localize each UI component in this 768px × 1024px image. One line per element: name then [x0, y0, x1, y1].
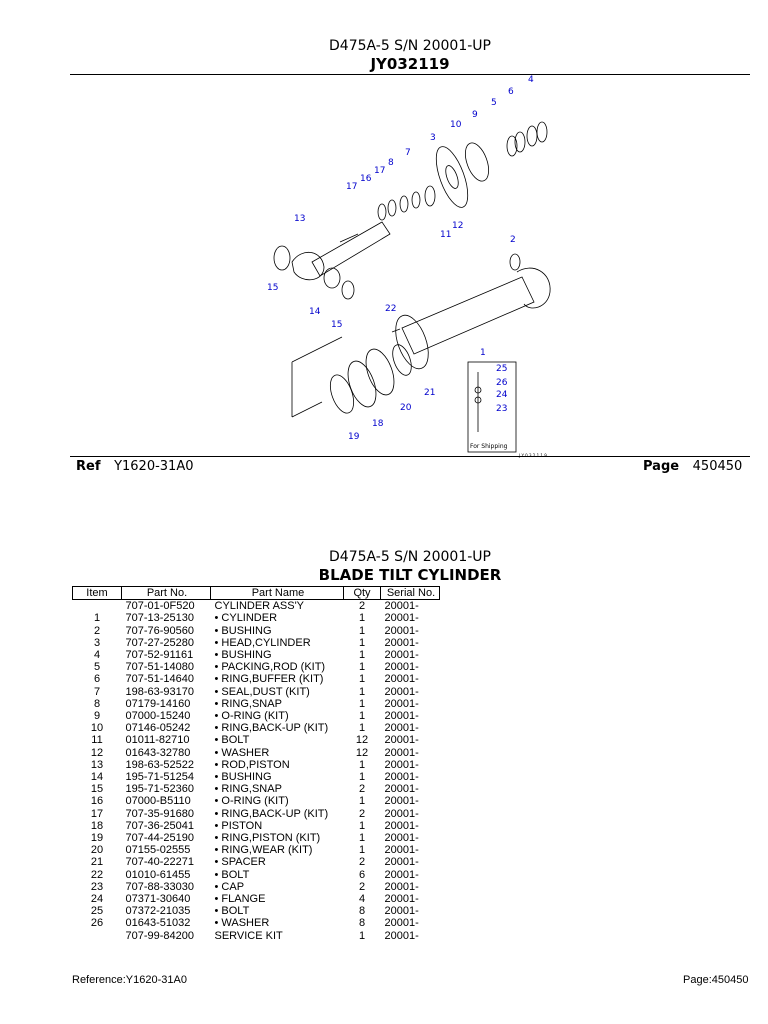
part-no-cell: 707-88-33030 [125, 880, 195, 893]
callout-14: 14 [309, 307, 321, 317]
part-no-cell: 707-51-14080 [125, 661, 195, 674]
qty-cell: 1 [358, 929, 366, 942]
part-name-cell: • RING,BUFFER (KIT) [214, 673, 324, 686]
item-cell: 1 [93, 612, 101, 625]
model-header-bottom: D475A-5 S/N 20001-UP [329, 549, 491, 565]
serial-cell: 20001- [384, 661, 419, 674]
qty-cell: 1 [358, 832, 366, 845]
part-no-cell: 707-76-90560 [125, 624, 195, 637]
callout-26: 26 [496, 378, 508, 388]
serial-cell: 20001- [384, 917, 419, 930]
item-cell: 7 [93, 685, 101, 698]
callout-9: 9 [472, 110, 478, 120]
serial-cell: 20001- [384, 685, 419, 698]
part-no-cell: 707-40-22271 [125, 856, 195, 869]
serial-cell: 20001- [384, 697, 419, 710]
callout-16: 16 [360, 174, 372, 184]
qty-cell: 1 [358, 649, 366, 662]
qty-cell: 2 [358, 880, 366, 893]
item-cell: 3 [93, 636, 101, 649]
qty-cell: 1 [358, 624, 366, 637]
callout-21: 21 [424, 388, 436, 398]
part-no-cell: 707-01-0F520 [125, 600, 195, 613]
callout-17-lower: 17 [346, 182, 358, 192]
part-no-cell: 07000-B5110 [125, 795, 191, 808]
callout-19: 19 [348, 432, 360, 442]
cylinder-head [430, 143, 474, 211]
serial-cell: 20001- [384, 636, 419, 649]
part-name-cell: • SPACER [214, 856, 266, 869]
part-no-cell: 01010-61455 [125, 868, 191, 881]
callout-23: 23 [496, 404, 508, 414]
qty-cell: 8 [358, 905, 366, 918]
part-no-cell: 707-35-91680 [125, 807, 195, 820]
part-no-cell: 07146-05242 [125, 722, 191, 735]
table-row [73, 637, 440, 649]
drawing-number: JY032119 [370, 55, 450, 73]
part-no-cell: 01643-51032 [125, 917, 191, 930]
serial-cell: 20001- [384, 758, 419, 771]
part-no-cell: 07371-30640 [125, 893, 191, 906]
part-name-cell: • ROD,PISTON [214, 758, 290, 771]
inset-shipping-detail [468, 362, 516, 452]
part-no-cell: 01643-32780 [125, 746, 191, 759]
serial-cell: 20001- [384, 929, 419, 942]
qty-cell: 1 [358, 685, 366, 698]
header-item: Item [73, 587, 122, 600]
callout-8: 8 [388, 158, 394, 168]
qty-cell: 1 [358, 661, 366, 674]
item-cell: 4 [93, 649, 101, 662]
part-no-cell: 707-99-84200 [125, 929, 195, 942]
qty-cell: 1 [358, 722, 366, 735]
qty-cell: 2 [358, 807, 366, 820]
table-row [73, 844, 440, 856]
item-cell: 5 [93, 661, 101, 674]
item-cell: 22 [90, 868, 104, 881]
item-cell: 17 [90, 807, 104, 820]
part-name-cell: • O-RING (KIT) [214, 795, 289, 808]
table-row [73, 808, 440, 820]
table-row [73, 600, 440, 613]
part-name-cell: • BUSHING [214, 771, 272, 784]
item-cell [73, 600, 122, 613]
callout-25: 25 [496, 364, 508, 374]
table-row [73, 759, 440, 771]
page-value: 450450 [692, 459, 743, 474]
cylinder-body [389, 254, 550, 373]
callout-13: 13 [294, 214, 306, 224]
table-header-row [73, 587, 440, 600]
qty-cell: 1 [358, 697, 366, 710]
break-line [292, 337, 342, 417]
parts-table-body [73, 600, 440, 942]
model-header-top: D475A-5 S/N 20001-UP [329, 38, 491, 54]
item-cell: 15 [90, 783, 104, 796]
qty-cell: 1 [358, 673, 366, 686]
part-name-cell: • CYLINDER [214, 612, 278, 625]
callout-5: 5 [491, 98, 497, 108]
part-no-cell: 01011-82710 [125, 734, 190, 747]
qty-cell: 1 [358, 612, 366, 625]
part-no-cell: 707-27-25280 [125, 636, 195, 649]
page-line [643, 459, 742, 474]
callout-18: 18 [372, 419, 384, 429]
part-name-cell: • CAP [214, 880, 245, 893]
table-row [73, 783, 440, 795]
header-part-name: Part Name [211, 587, 344, 600]
part-no-cell: 707-44-25190 [125, 832, 195, 845]
qty-cell: 6 [358, 868, 366, 881]
part-name-cell: • RING,BACK-UP (KIT) [214, 807, 329, 820]
table-row [73, 832, 440, 844]
serial-cell: 20001- [384, 819, 419, 832]
part-no-cell: 195-71-52360 [125, 783, 195, 796]
table-row [73, 734, 440, 746]
item-cell: 10 [90, 722, 104, 735]
part-no-cell: 195-71-51254 [125, 771, 195, 784]
callout-11: 11 [440, 230, 452, 240]
qty-cell: 2 [358, 856, 366, 869]
qty-cell: 1 [358, 844, 366, 857]
serial-cell: 20001- [384, 746, 419, 759]
header-serial-no: Serial No. [381, 587, 440, 600]
serial-cell: 20001- [384, 649, 419, 662]
part-name-cell: • BUSHING [214, 649, 272, 662]
part-no-cell: 07000-15240 [125, 710, 191, 723]
ref-line [76, 459, 193, 474]
callout-17-upper: 17 [374, 166, 386, 176]
qty-cell: 12 [355, 746, 369, 759]
qty-cell: 1 [358, 710, 366, 723]
callout-20: 20 [400, 403, 412, 413]
serial-cell: 20001- [384, 868, 419, 881]
serial-cell: 20001- [384, 771, 419, 784]
part-no-cell: 707-13-25130 [125, 612, 195, 625]
item-cell: 14 [90, 771, 104, 784]
part-name-cell: • WASHER [214, 917, 270, 930]
part-name-cell: • O-RING (KIT) [214, 710, 289, 723]
item-cell: 16 [90, 795, 104, 808]
qty-cell: 1 [358, 758, 366, 771]
item-cell: 18 [90, 819, 104, 832]
part-name-cell: • WASHER [214, 746, 270, 759]
item-cell: 2 [93, 624, 101, 637]
table-row [73, 649, 440, 661]
part-no-cell: 07179-14160 [125, 697, 191, 710]
part-no-cell: 707-36-25041 [125, 819, 195, 832]
part-name-cell: • RING,WEAR (KIT) [214, 844, 313, 857]
part-name-cell: • PACKING,ROD (KIT) [214, 661, 326, 674]
item-cell: 24 [90, 893, 104, 906]
diagram-bottom-divider [70, 456, 750, 457]
part-name-cell: • SEAL,DUST (KIT) [214, 685, 310, 698]
piston-rod [292, 222, 390, 280]
callout-24: 24 [496, 390, 508, 400]
part-name-cell: • BUSHING [214, 624, 272, 637]
part-name-cell: • PISTON [214, 819, 263, 832]
header-part-no: Part No. [122, 587, 211, 600]
callout-6: 6 [508, 87, 514, 97]
serial-cell: 20001- [384, 710, 419, 723]
part-name-cell: • BOLT [214, 734, 250, 747]
table-row [73, 771, 440, 783]
item-cell: 26 [90, 917, 104, 930]
ref-value: Y1620-31A0 [114, 459, 194, 474]
part-name-cell: • RING,SNAP [214, 697, 282, 710]
item-cell: 8 [93, 697, 101, 710]
serial-cell: 20001- [384, 832, 419, 845]
exploded-parts-diagram [262, 72, 562, 462]
qty-cell: 8 [358, 917, 366, 930]
table-row [73, 747, 440, 759]
part-name-cell: • RING,PISTON (KIT) [214, 832, 321, 845]
header-qty: Qty [344, 587, 381, 600]
item-cell: 11 [91, 734, 103, 747]
table-row [73, 625, 440, 637]
part-name-cell: CYLINDER ASS'Y [214, 600, 305, 613]
part-name-cell: • HEAD,CYLINDER [214, 636, 311, 649]
table-row [73, 698, 440, 710]
table-row [73, 869, 440, 881]
table-row [73, 673, 440, 685]
section-title: BLADE TILT CYLINDER [318, 566, 502, 584]
qty-cell: 12 [355, 734, 369, 747]
serial-cell: 20001- [384, 612, 419, 625]
item-cell: 9 [93, 710, 101, 723]
serial-cell: 20001- [384, 880, 419, 893]
part-name-cell: SERVICE KIT [214, 929, 283, 942]
item-cell: 6 [93, 673, 101, 686]
inset-caption: For Shipping [470, 443, 508, 450]
part-no-cell: 707-51-14640 [125, 673, 195, 686]
callout-1: 1 [480, 348, 486, 358]
qty-cell: 1 [358, 795, 366, 808]
item-cell [73, 930, 122, 942]
table-row [73, 686, 440, 698]
item-cell: 12 [90, 746, 104, 759]
part-no-cell: 198-63-93170 [125, 685, 195, 698]
qty-cell: 4 [358, 893, 366, 906]
item-cell: 20 [90, 844, 104, 857]
inset-code: J Y 0 3 2 1 1 9 [519, 453, 547, 458]
serial-cell: 20001- [384, 844, 419, 857]
part-no-cell: 707-52-91161 [125, 649, 194, 662]
page-label: Page [643, 459, 680, 474]
ref-label: Ref [76, 459, 101, 474]
serial-cell: 20001- [384, 856, 419, 869]
part-name-cell: • RING,SNAP [214, 783, 282, 796]
table-row [73, 710, 440, 722]
serial-cell: 20001- [384, 734, 419, 747]
item-cell: 23 [90, 880, 104, 893]
callout-7: 7 [405, 148, 411, 158]
serial-cell: 20001- [384, 905, 419, 918]
part-name-cell: • RING,BACK-UP (KIT) [214, 722, 329, 735]
parts-table [72, 586, 440, 942]
serial-cell: 20001- [384, 722, 419, 735]
footer-page: Page:450450 [683, 974, 749, 986]
item-cell: 13 [90, 758, 104, 771]
callout-12: 12 [452, 221, 464, 231]
table-row [73, 930, 440, 942]
callout-15-left: 15 [267, 283, 279, 293]
callout-10: 10 [450, 120, 462, 130]
table-row [73, 722, 440, 734]
table-row [73, 881, 440, 893]
serial-cell: 20001- [384, 795, 419, 808]
table-row [73, 612, 440, 624]
bushing-and-snap-rings [274, 246, 354, 299]
callout-2: 2 [510, 235, 516, 245]
qty-cell: 1 [358, 771, 366, 784]
footer-reference: Reference:Y1620-31A0 [72, 974, 187, 986]
part-no-cell: 07155-02555 [125, 844, 191, 857]
part-name-cell: • BOLT [214, 868, 250, 881]
qty-cell: 1 [358, 636, 366, 649]
callout-4: 4 [528, 75, 534, 85]
item-cell: 25 [90, 905, 104, 918]
table-row [73, 661, 440, 673]
serial-cell: 20001- [384, 893, 419, 906]
serial-cell: 20001- [384, 673, 419, 686]
table-row [73, 795, 440, 807]
callout-3: 3 [430, 133, 436, 143]
part-no-cell: 07372-21035 [125, 905, 191, 918]
part-name-cell: • BOLT [214, 905, 250, 918]
part-no-cell: 198-63-52522 [125, 758, 195, 771]
qty-cell: 2 [358, 783, 366, 796]
serial-cell: 20001- [384, 807, 419, 820]
item-cell: 21 [90, 856, 104, 869]
qty-cell: 2 [358, 600, 366, 613]
table-row [73, 905, 440, 917]
table-row [73, 893, 440, 905]
table-row [73, 820, 440, 832]
table-row [73, 856, 440, 868]
serial-cell: 20001- [384, 624, 419, 637]
item-cell: 19 [90, 832, 104, 845]
table-row [73, 917, 440, 929]
part-name-cell: • FLANGE [214, 893, 266, 906]
callout-15-right: 15 [331, 320, 343, 330]
serial-cell: 20001- [384, 783, 419, 796]
serial-cell: 20001- [384, 600, 419, 613]
qty-cell: 1 [358, 819, 366, 832]
callout-22: 22 [385, 304, 397, 314]
